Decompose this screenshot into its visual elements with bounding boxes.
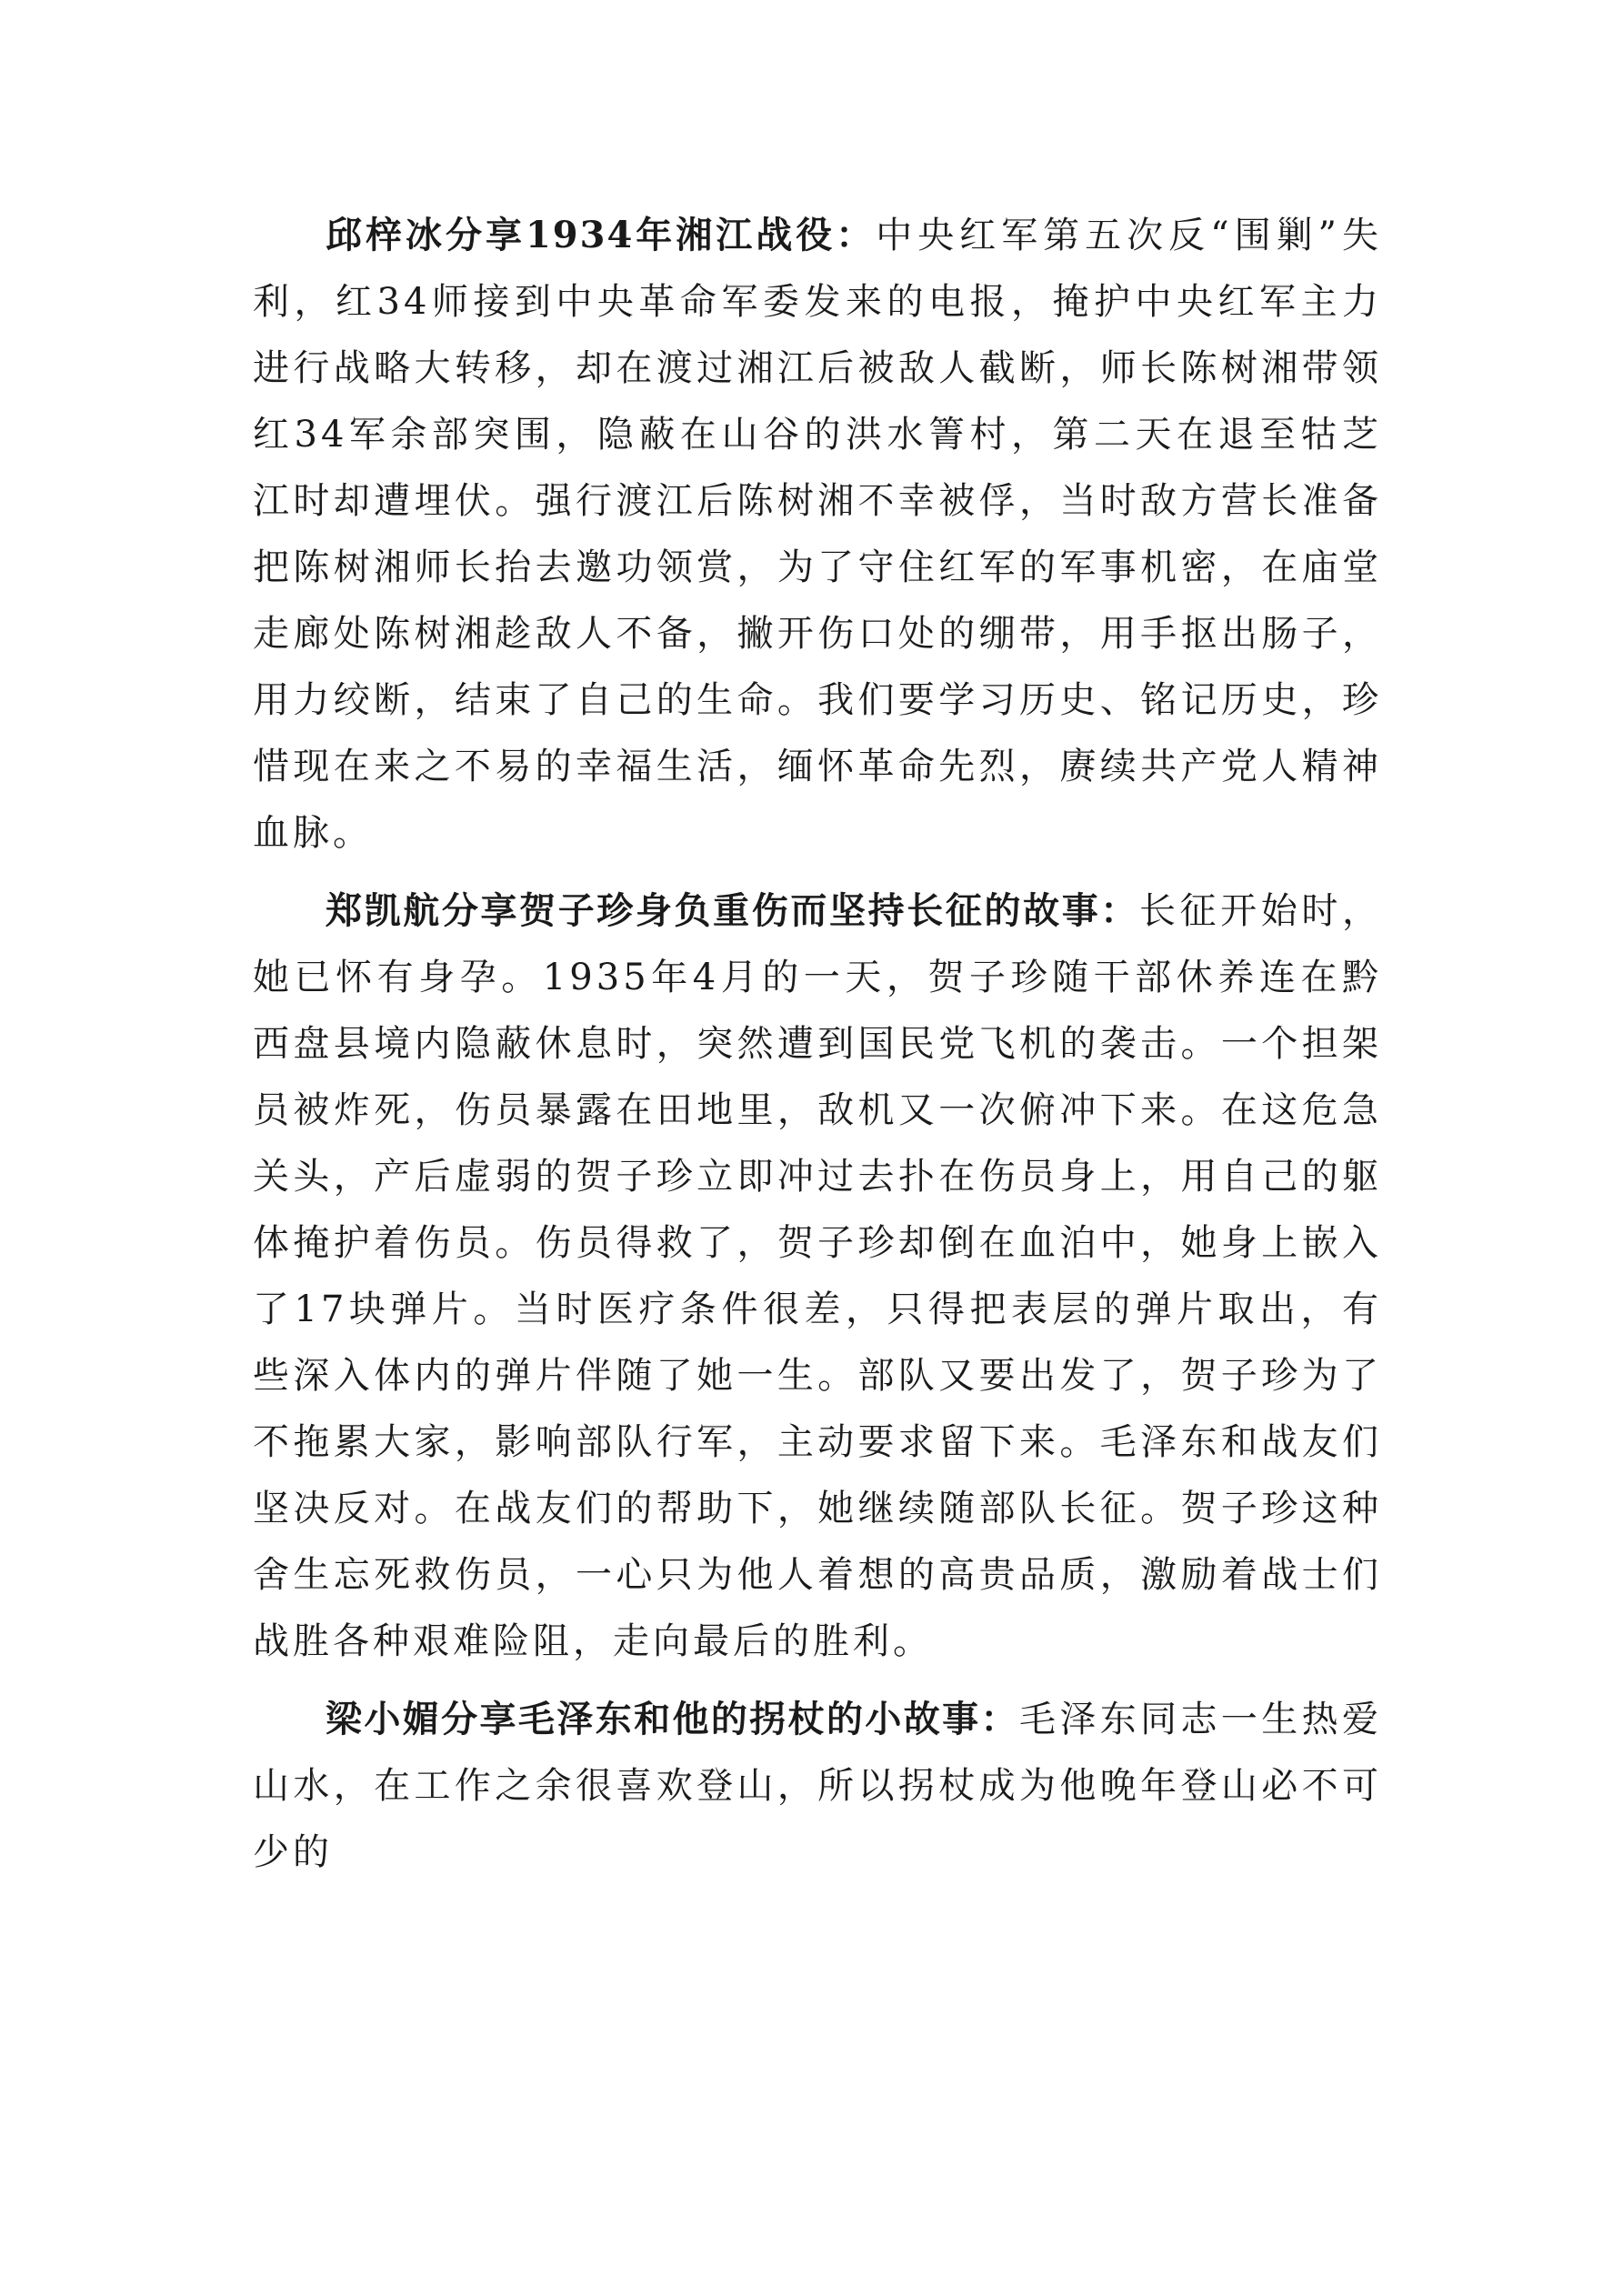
paragraph-lead: 邱梓冰分享1934年湘江战役： — [326, 214, 877, 256]
paragraph-lead: 郑凯航分享贺子珍身负重伤而坚持长征的故事： — [326, 889, 1139, 932]
paragraph-text: 毛泽东同志一生热爱山水，在工作之余很喜欢登山，所以拐杖成为他晚年登山必不可少的 — [253, 1699, 1383, 1873]
document-body — [253, 202, 1382, 1897]
paragraph-xiangjiang-battle — [253, 202, 1382, 867]
paragraph-he-zizhen — [253, 877, 1382, 1675]
paragraph-mao-cane — [253, 1686, 1382, 1886]
paragraph-text: 长征开始时，她已怀有身孕。1935年4月的一天，贺子珍随干部休养连在黔西盘县境内隐蔽休息时，突然遭到国民党飞机的袭击。一个担架员被炸死，伤员暴露在田地里，敌机又一次俯冲下来。在这危急关头，产后虚弱的贺子珍立即冲过去扑在伤员身上，用自己的躯体掩护着伤员。伤员得救了，贺子珍却倒在血泊中，她身上嵌入了17块弹片。当时医疗条件很差，只得把表层的弹片取出，有些深入体内的弹片伴随了她一生。部队又要出发了，贺子珍为了不拖累大家，影响部队行军，主动要求留下来。毛泽东和战友们坚决反对。在战友们的帮助下，她继续随部队长征。贺子珍这种舍生忘死救伤员，一心只为他人着想的高贵品质，激励着战士们战胜各种艰难险阻，走向最后的胜利。 — [253, 890, 1383, 1662]
paragraph-lead: 梁小媚分享毛泽东和他的拐杖的小故事： — [326, 1698, 1019, 1740]
paragraph-text: 中央红军第五次反“围剿”失利，红34师接到中央革命军委发来的电报，掩护中央红军主力进行战略大转移，却在渡过湘江后被敌人截断，师长陈树湘带领红34军余部突围，隐蔽在山谷的洪水箐村，第二天在退至牯芝江时却遭埋伏。强行渡江后陈树湘不幸被俘，当时敌方营长准备把陈树湘师长抬去邀功领赏，为了守住红军的军事机密，在庙堂走廊处陈树湘趁敌人不备，撇开伤口处的绷带，用手抠出肠子，用力绞断，结束了自己的生命。我们要学习历史、铭记历史，珍惜现在来之不易的幸福生活，缅怀革命先烈，赓续共产党人精神血脉。 — [253, 215, 1382, 854]
